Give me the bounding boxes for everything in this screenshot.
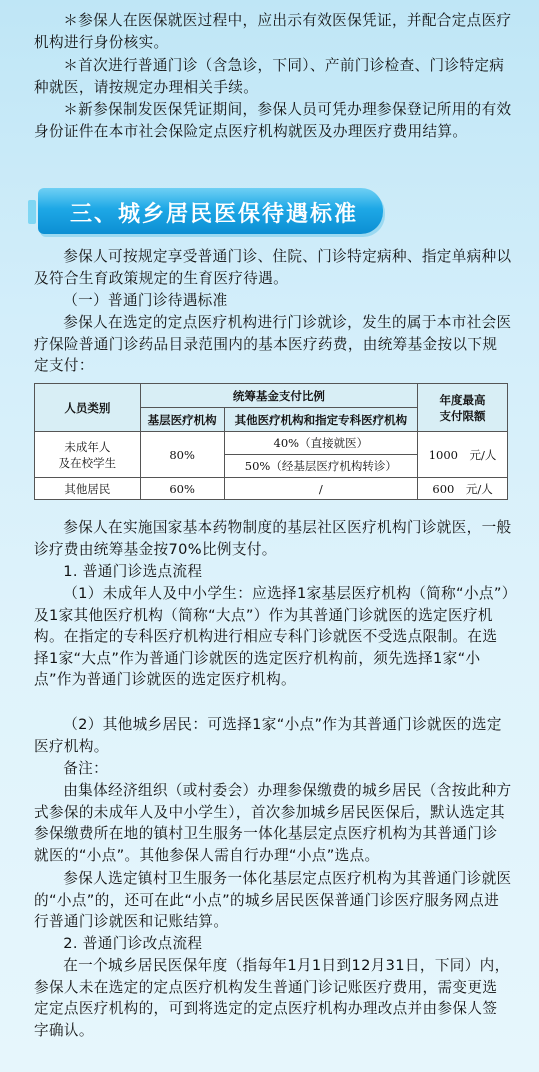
row1-other-direct: 40%（直接就医） xyxy=(224,432,418,455)
minor-student-paragraph: （1）未成年人及中小学生：应选择1家基层医疗机构（简称“小点”）及1家其他医疗机构（简称“大点”）作为其普通门诊就医的选定医疗机构。在指定的专科医疗机构进行相应专科门诊就医不受选点限制。在选择1家“大点”作为普通门诊就医的选定医疗机构前，须先选择1家“小点”作为普通门诊就医的选定医疗机构。 xyxy=(34,585,510,689)
note-valid-credential: ＊参保人在医保就医过程中，应出示有效医保凭证，并配合定点医疗机构进行身份核实。 xyxy=(34,12,512,51)
row1-basic: 80% xyxy=(140,432,224,478)
note-first-visit: ＊首次进行普通门诊（含急诊，下同）、产前门诊检查、门诊特定病种就医，请按规定办理相关手续。 xyxy=(34,57,505,96)
header-limit xyxy=(418,384,508,432)
header-ratio: 统筹基金支付比例 xyxy=(140,384,417,408)
header-basic: 基层医疗机构 xyxy=(140,408,224,432)
section-banner xyxy=(38,188,383,234)
row1-other-referral: 50%（经基层医疗机构转诊） xyxy=(224,455,418,478)
essential-drug-paragraph: 参保人在实施国家基本药物制度的基层社区医疗机构门诊就医，一般诊疗费由统筹基金按70%比例支付。 xyxy=(34,519,512,558)
subheading-select-process: 1. 普通门诊选点流程 xyxy=(63,563,203,580)
intro-paragraph: 参保人可按规定享受普通门诊、住院、门诊特定病种、指定单病种以及符合生育政策规定的生育医疗待遇。 xyxy=(34,248,512,287)
remark-label: 备注： xyxy=(63,760,109,777)
subheading-change-process: 2. 普通门诊改点流程 xyxy=(63,935,203,952)
row2-basic: 60% xyxy=(140,478,224,500)
row1-category-line1: 未成年人 xyxy=(64,439,111,454)
row1-limit: 1000 元/人 xyxy=(418,432,508,478)
row1-category-line2: 及在校学生 xyxy=(58,455,117,470)
outpatient-paragraph: 参保人在选定的定点医疗机构进行门诊就诊，发生的属于本市社会医疗保险普通门诊药品目录范围内的基本医疗药费，由统筹基金按以下规定支付： xyxy=(34,314,512,375)
village-clinic-paragraph: 参保人选定镇村卫生服务一体化基层定点医疗机构为其普通门诊就医的“小点”的，还可在此“小点”的城乡居民医保普通门诊医疗服务网点进行普通门诊就医和记账结算。 xyxy=(34,870,512,931)
banner-accent-stripe xyxy=(28,200,36,224)
header-limit-line1: 年度最高 xyxy=(439,392,486,407)
subheading-outpatient: （一）普通门诊待遇标准 xyxy=(63,292,228,309)
change-point-paragraph: 在一个城乡居民医保年度（指每年1月1日到12月31日，下同）内，参保人未在选定的定点医疗机构发生普通门诊记账医疗费用，需变更选定定点医疗机构的，可到将选定的定点医疗机构办理改点并由参保人签字确认。 xyxy=(34,957,510,1039)
header-category: 人员类别 xyxy=(35,384,141,432)
collective-paragraph: 由集体经济组织（或村委会）办理参保缴费的城乡居民（含按此种方式参保的未成年人及中小学生），首次参加城乡居民医保后，默认选定其参保缴费所在地的镇村卫生服务一体化基层定点医疗机构为其普通门诊就医的“小点”。其他参保人需自行办理“小点”选点。 xyxy=(34,782,512,864)
other-resident-paragraph: （2）其他城乡居民：可选择1家“小点”作为其普通门诊就医的选定医疗机构。 xyxy=(34,716,502,755)
section-title: 三、城乡居民医保待遇标准 xyxy=(70,202,359,227)
row2-limit: 600 元/人 xyxy=(418,478,508,500)
row2-other: / xyxy=(224,478,418,500)
row1-category xyxy=(35,432,141,478)
header-other: 其他医疗机构和指定专科医疗机构 xyxy=(224,408,418,432)
note-new-insured: ＊新参保制发医保凭证期间，参保人员可凭办理参保登记所用的有效身份证件在本市社会保险定点医疗机构就医及办理医疗费用结算。 xyxy=(34,101,512,140)
row2-category: 其他居民 xyxy=(35,478,141,500)
header-limit-line2: 支付限额 xyxy=(439,408,486,423)
reimbursement-table xyxy=(34,383,508,500)
